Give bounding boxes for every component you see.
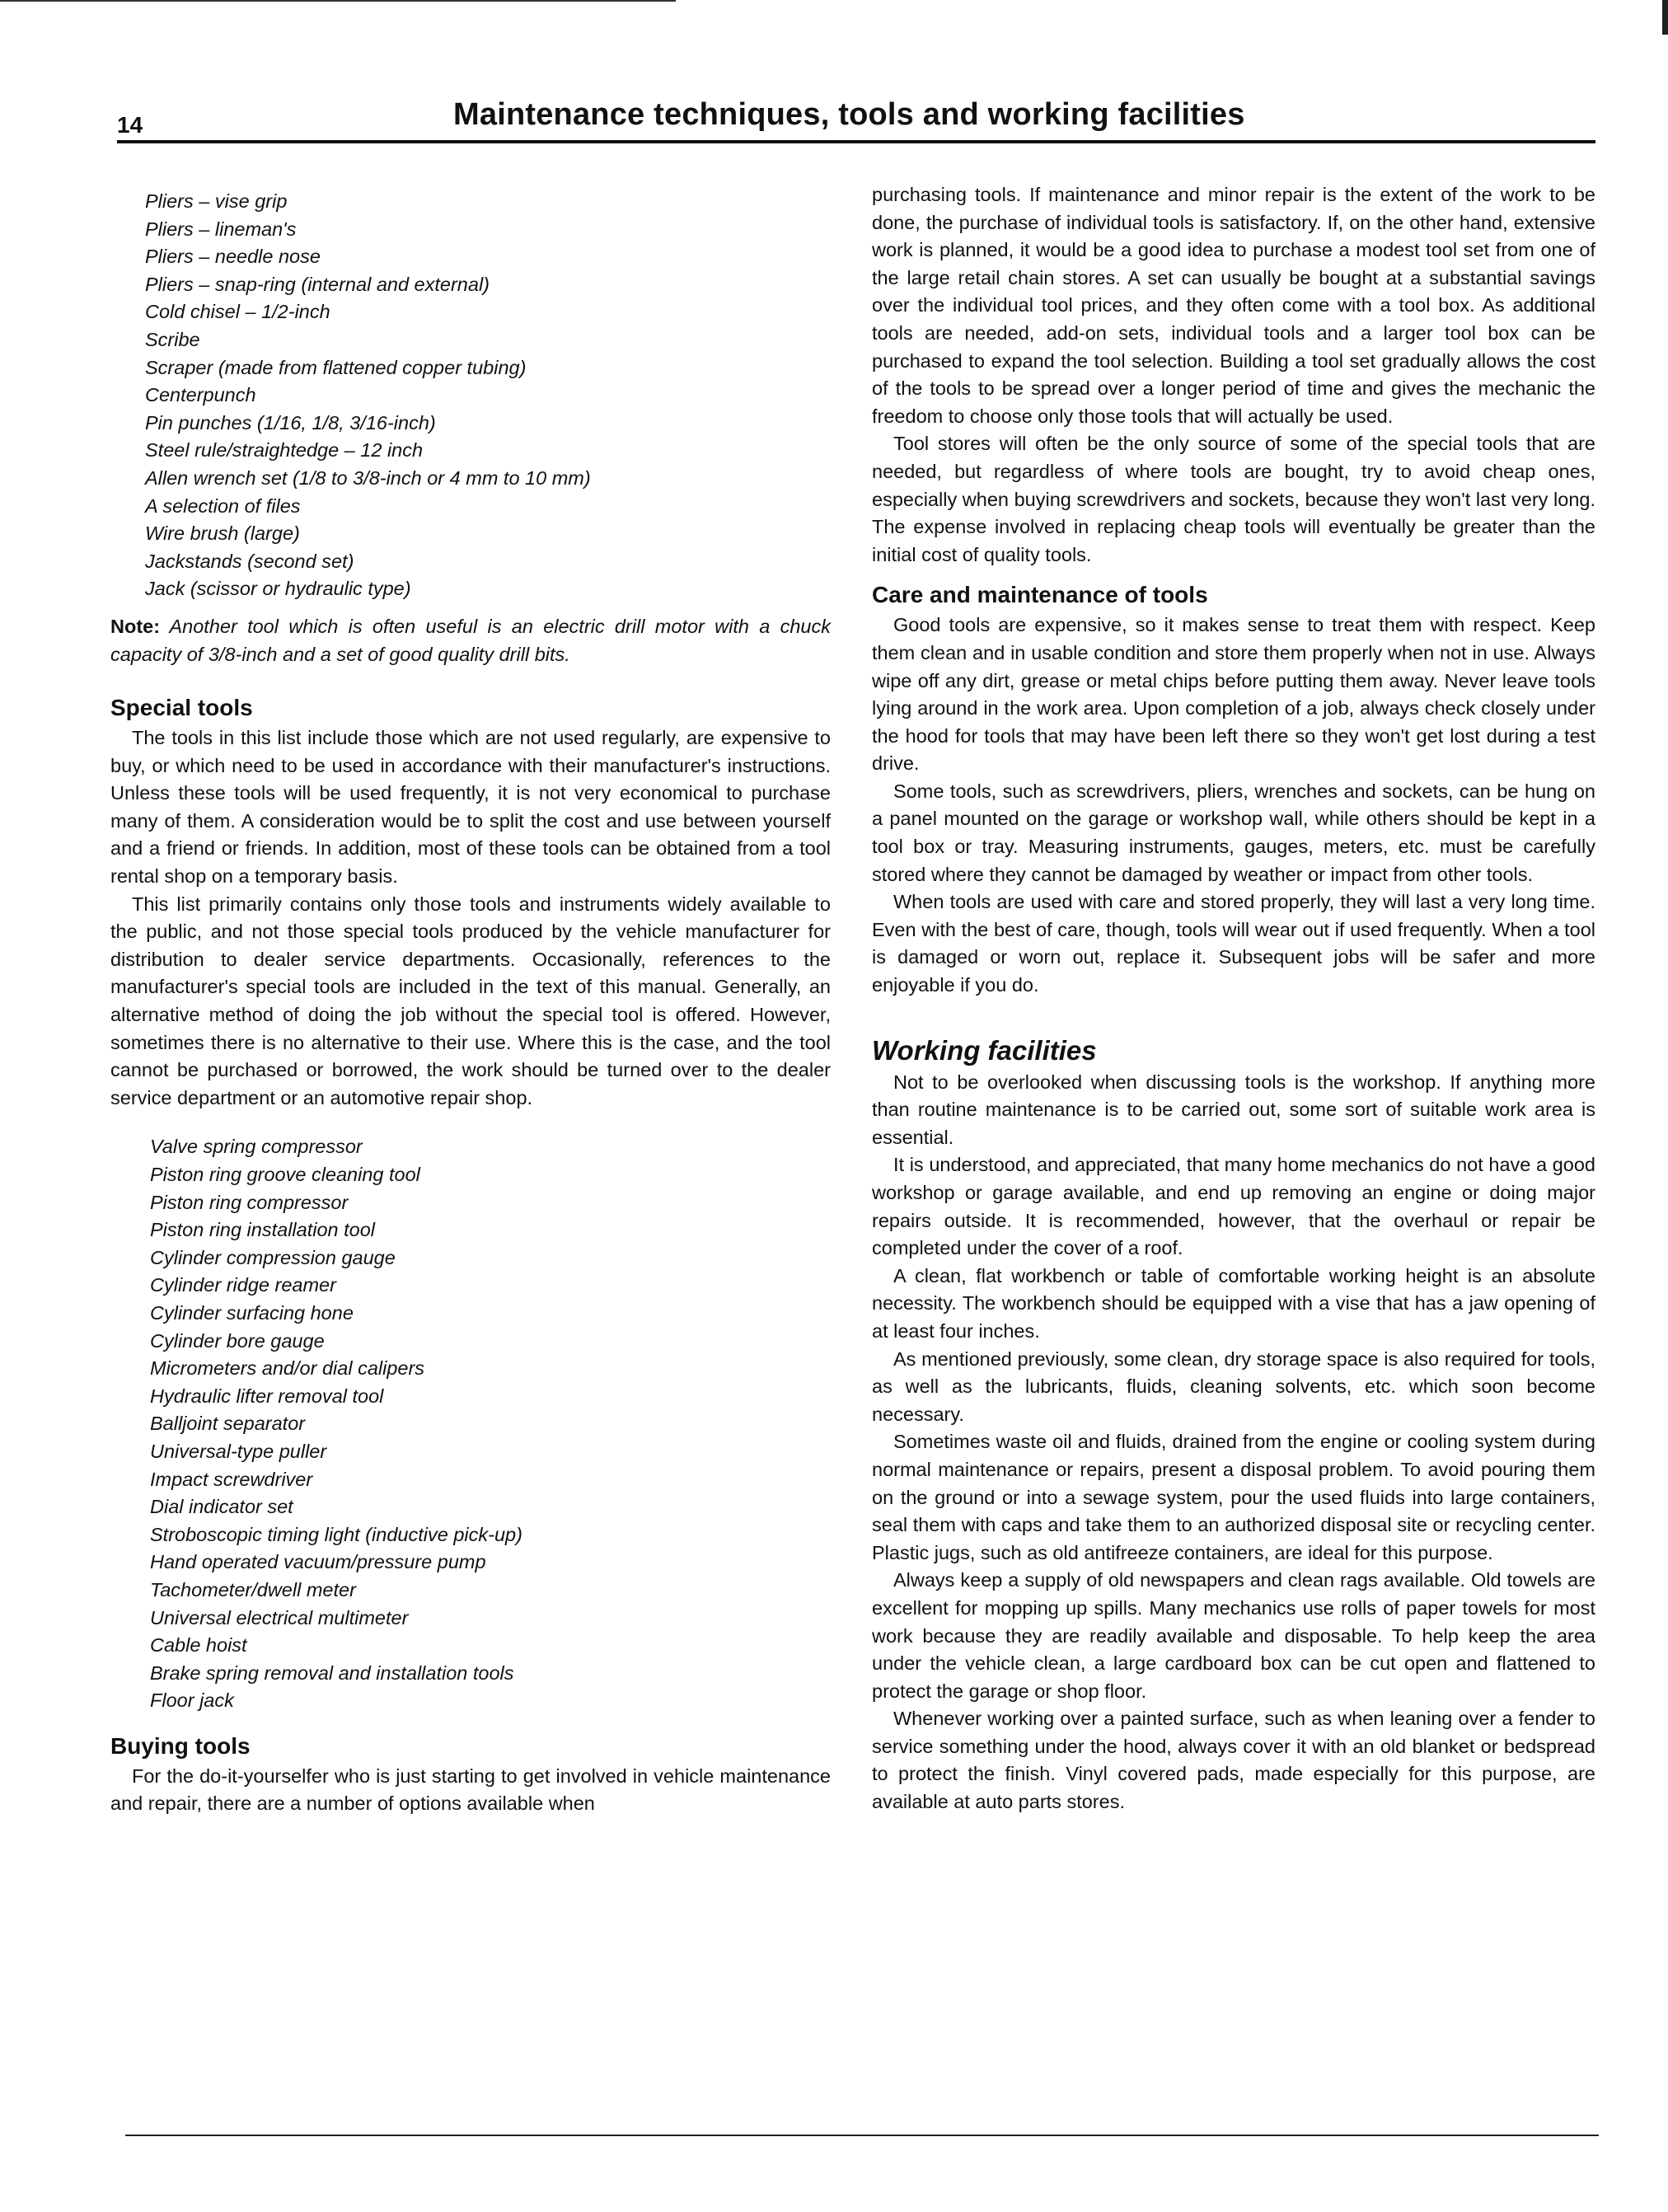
- body-paragraph: purchasing tools. If maintenance and minor repair is the extent of the work to be done, the purchase of individual tools is satisfactory. If, on the other hand, extensive work is planned, it would be a good idea to purchase a modest tool set from one of the large retail chain stores. A set can usually be bought at a substantial savings over the individual tool prices, and they often come with a tool box. As additional tools are needed, add-on sets, individual tools and a larger tool box can be purchased to expand the tool selection. Building a tool set gradually allows the cost of the tools to be spread over a longer period of time and gives the mechanic the freedom to choose only those tools that will actually be used.: [872, 184, 1595, 427]
- list-item: Piston ring compressor: [150, 1191, 349, 1213]
- page-number: 14: [117, 112, 143, 138]
- body-paragraph: Not to be overlooked when discussing tools is the workshop. If anything more than routine maintenance is to be carried out, some sort of suitable work area is essential.: [872, 1071, 1595, 1148]
- list-item: Universal electrical multimeter: [150, 1606, 409, 1629]
- list-item: Dial indicator set: [150, 1496, 293, 1518]
- special-tool-list: [110, 1133, 831, 1714]
- list-item: Valve spring compressor: [150, 1136, 363, 1158]
- body-paragraph: Always keep a supply of old newspapers and clean rags available. Old towels are excellent for mopping up spills. Many mechanics use rolls of paper towels for most work because they are readily available and disposable. To help keep the area under the vehicle clean, a large cardboard box can be cut open and flattened to protect the garage or shop floor.: [872, 1569, 1595, 1702]
- list-item: Balljoint separator: [150, 1413, 306, 1435]
- list-item: Pliers – vise grip: [145, 190, 288, 212]
- left-column: [110, 188, 831, 1818]
- body-paragraph: This list primarily contains only those tools and instruments widely available to the public, and not those special tools produced by the vehicle manufacturer for distribution to dealer service departments. Occasionally, references to the manufacturer's special tools are included in the text of this manual. Generally, an alternative method of doing the job without the special tool is offered. However, sometimes there is no alternative to their use. Where this is the case, and the tool cannot be purchased or borrowed, the work should be turned over to the dealer service department or an automotive repair shop.: [110, 893, 831, 1108]
- list-item: Cylinder ridge reamer: [150, 1274, 336, 1296]
- list-item: Tachometer/dwell meter: [150, 1578, 356, 1600]
- list-item: Universal-type puller: [150, 1440, 327, 1462]
- page-title: Maintenance techniques, tools and working facilities: [453, 97, 1245, 132]
- list-item: Hydraulic lifter removal tool: [150, 1385, 384, 1407]
- list-item: Allen wrench set (1/8 to 3/8-inch or 4 mm to 10 mm): [145, 466, 591, 489]
- basic-tool-list: [110, 188, 831, 603]
- body-paragraph: Some tools, such as screwdrivers, pliers, wrenches and sockets, can be hung on a panel mounted on the garage or workshop wall, while others should be kept in a tool box or tray. Measuring instruments, gauges, meters, etc. must be carefully stored where they cannot be damaged by weather or impact from other tools.: [872, 780, 1595, 885]
- edge-mark: [1662, 0, 1668, 35]
- list-item: Jackstands (second set): [145, 550, 354, 572]
- list-item: Cold chisel – 1/2-inch: [145, 301, 330, 323]
- list-item: Scribe: [145, 328, 200, 350]
- body-paragraph: Whenever working over a painted surface, such as when leaning over a fender to service something under the hood, always cover it with an old blanket or bedspread to protect the finish. Vinyl covered pads, made especially for this purpose, are available at auto parts stores.: [872, 1708, 1595, 1813]
- footer-rule: [125, 2135, 1599, 2136]
- list-item: Piston ring installation tool: [150, 1219, 376, 1241]
- list-item: Scraper (made from flattened copper tubing): [145, 356, 527, 378]
- note-text: Another tool which is often useful is an electric drill motor with a chuck capacity of 3/8-inch and a set of good quality drill bits.: [110, 615, 831, 665]
- special-tools-heading: Special tools: [110, 695, 253, 721]
- list-item: Cylinder bore gauge: [150, 1329, 325, 1352]
- note-label: Note:: [110, 615, 161, 637]
- list-item: Stroboscopic timing light (inductive pick-up): [150, 1523, 522, 1545]
- body-paragraph: It is understood, and appreciated, that many home mechanics do not have a good workshop or garage available, and end up removing an engine or doing major repairs outside. It is recommended, however, that the overhaul or repair be completed under the cover of a roof.: [872, 1154, 1595, 1259]
- body-paragraph: A clean, flat workbench or table of comfortable working height is an absolute necessity. The workbench should be equipped with a vise that has a jaw opening of at least four inches.: [872, 1264, 1595, 1342]
- body-paragraph: Tool stores will often be the only source of some of the special tools that are needed, but regardless of where tools are bought, try to avoid cheap ones, especially when buying screwdrivers and sockets, because they won't last very long. The expense involved in replacing cheap tools will eventually be greater than the initial cost of quality tools.: [872, 433, 1595, 565]
- care-heading: Care and maintenance of tools: [872, 582, 1208, 608]
- list-item: Impact screwdriver: [150, 1468, 313, 1490]
- right-column: [872, 181, 1595, 1816]
- list-item: Hand operated vacuum/pressure pump: [150, 1551, 486, 1573]
- list-item: Centerpunch: [145, 384, 256, 406]
- list-item: Floor jack: [150, 1689, 234, 1712]
- body-paragraph: Sometimes waste oil and fluids, drained from the engine or cooling system during normal maintenance or repairs, present a disposal problem. To avoid pouring them on the ground or into a sewage system, pour the used fluids into large containers, seal them with caps and take them to an authorized disposal site or recycling center. Plastic jugs, such as old antifreeze containers, are ideal for this purpose.: [872, 1431, 1595, 1563]
- list-item: Micrometers and/or dial calipers: [150, 1357, 425, 1380]
- body-paragraph: The tools in this list include those which are not used regularly, are expensive to buy, or which need to be used in accordance with their manufacturer's instructions. Unless these tools will be used frequently, it is not very economical to purchase many of them. A consideration would be to split the cost and use between yourself and a friend or friends. In addition, most of these tools can be obtained from a tool rental shop on a temporary basis.: [110, 727, 831, 888]
- top-scan-rule: [0, 0, 676, 2]
- list-item: Wire brush (large): [145, 523, 300, 545]
- list-item: Pliers – needle nose: [145, 246, 321, 268]
- list-item: Piston ring groove cleaning tool: [150, 1164, 420, 1185]
- body-paragraph: As mentioned previously, some clean, dry storage space is also required for tools, as well as the lubricants, fluids, cleaning solvents, etc. which soon become necessary.: [872, 1347, 1595, 1425]
- list-item: Jack (scissor or hydraulic type): [145, 578, 411, 600]
- working-facilities-heading: Working facilities: [872, 1034, 1097, 1066]
- header-rule: [117, 140, 1595, 143]
- list-item: Pliers – lineman's: [145, 218, 297, 240]
- list-item: Cylinder surfacing hone: [150, 1301, 354, 1324]
- body-paragraph: Good tools are expensive, so it makes sense to treat them with respect. Keep them clean and in usable condition and store them properly when not in use. Always wipe off any dirt, grease or metal chips before putting them away. Never leave tools lying around in the work area. Upon completion of a job, always check closely under the hood for tools that may have been left there so they won't get lost during a test drive.: [872, 614, 1595, 775]
- list-item: Steel rule/straightedge – 12 inch: [145, 439, 424, 462]
- page-header: [117, 96, 1595, 142]
- body-paragraph: When tools are used with care and stored properly, they will last a very long time. Even with the best of care, though, tools will wear out if used frequently. When a tool is damaged or worn out, replace it. Subsequent jobs will be safer and more enjoyable if you do.: [872, 891, 1595, 996]
- note-paragraph: [110, 613, 831, 668]
- list-item: Brake spring removal and installation tools: [150, 1661, 514, 1684]
- list-item: A selection of files: [145, 494, 301, 517]
- list-item: Cable hoist: [150, 1634, 247, 1657]
- buying-tools-heading: Buying tools: [110, 1732, 251, 1759]
- list-item: Cylinder compression gauge: [150, 1246, 396, 1268]
- list-item: Pin punches (1/16, 1/8, 3/16-inch): [145, 411, 436, 433]
- body-paragraph: For the do-it-yourselfer who is just starting to get involved in vehicle maintenance and repair, there are a number of options available when: [110, 1764, 831, 1815]
- list-item: Pliers – snap-ring (internal and external): [145, 273, 490, 295]
